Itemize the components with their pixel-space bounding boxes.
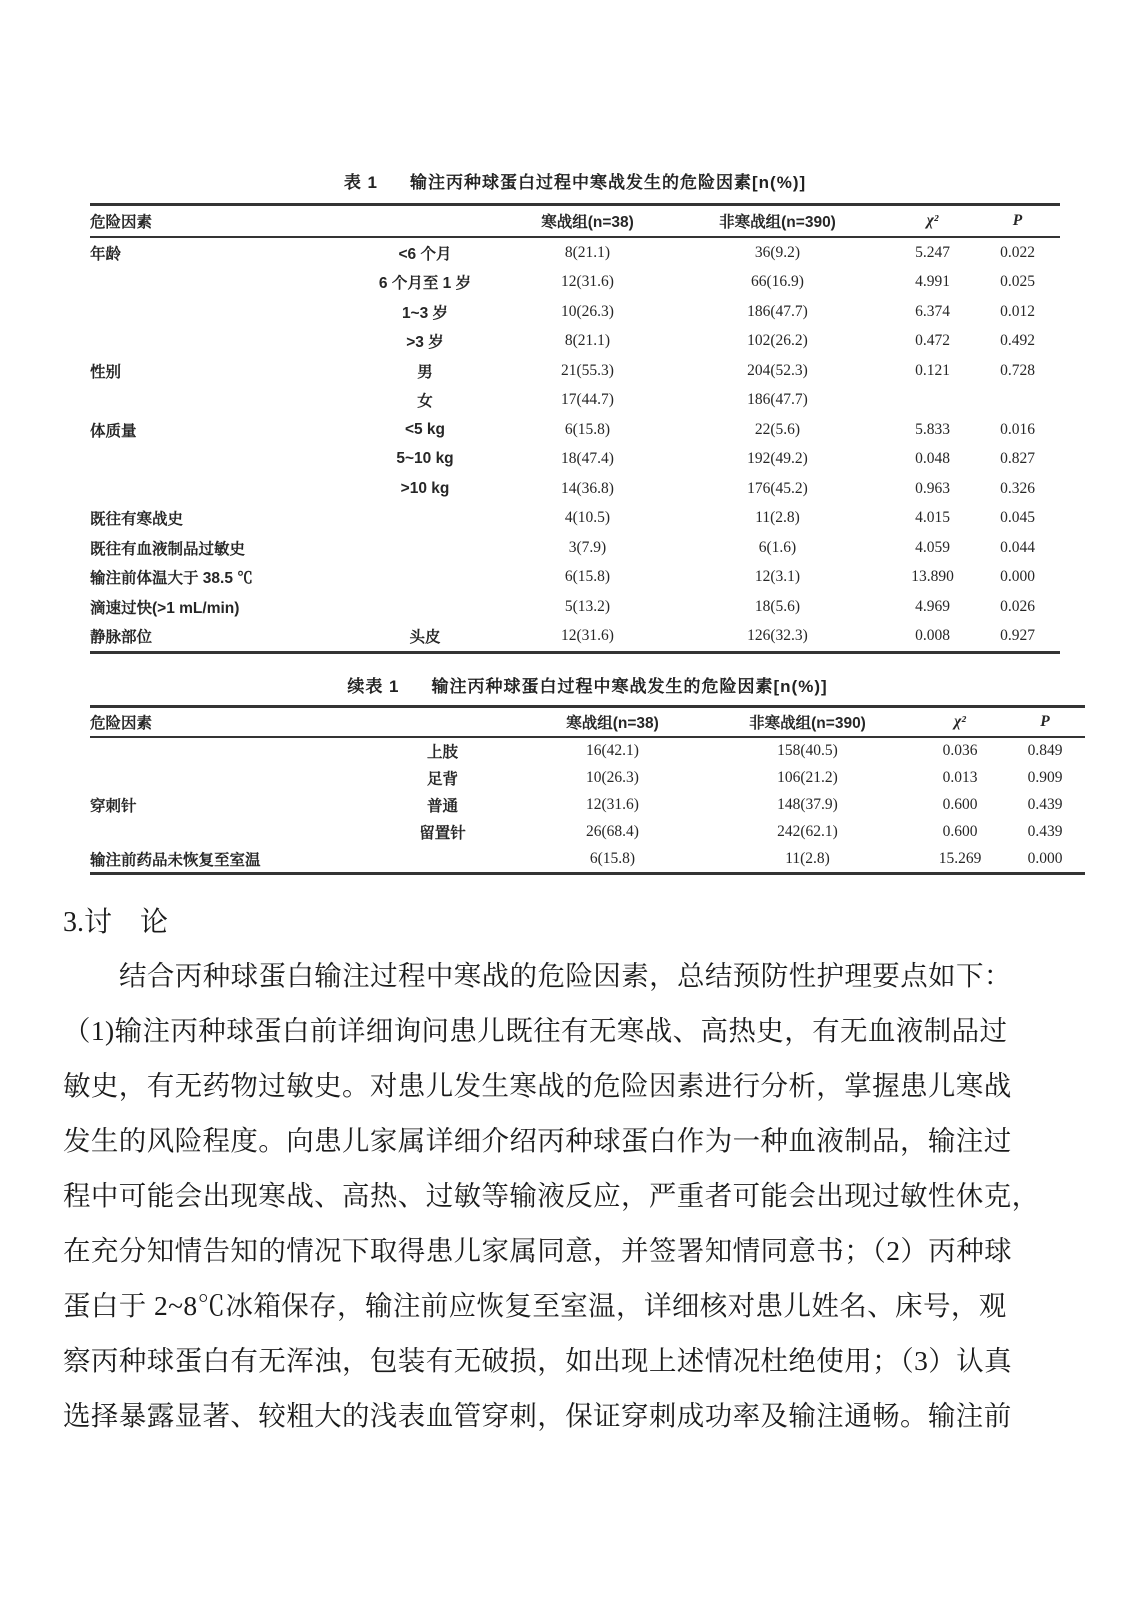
- paragraph-line: 察丙种球蛋白有无浑浊，包装有无破损，如出现上述情况杜绝使用；（3）认真: [63, 1345, 1012, 1376]
- cell-chill-group-value: 8(21.1): [564, 332, 611, 350]
- paragraph-line: 发生的风险程度。向患儿家属详细介绍丙种球蛋白作为一种血液制品，输注过: [63, 1125, 1012, 1156]
- cell-subcategory: 头皮: [409, 629, 441, 647]
- cell-p-value: 0.439: [1027, 822, 1063, 840]
- table2-caption: [90, 672, 1085, 697]
- cell-nonchill-group-value: 204(52.3): [747, 361, 808, 379]
- cell-nonchill-group-value: 11(2.8): [785, 849, 830, 867]
- cell-risk-factor: 性别: [90, 363, 122, 381]
- table-row: [90, 737, 1085, 765]
- cell-subcategory: 5~10 kg: [396, 450, 454, 468]
- cell-risk-factor: 穿刺针: [90, 797, 137, 815]
- table2-header-p-value: P: [1040, 713, 1050, 730]
- cell-chill-group-value: 8(21.1): [564, 243, 611, 261]
- cell-subcategory: <5 kg: [404, 420, 446, 438]
- cell-p-value: 0.025: [1000, 273, 1035, 291]
- cell-nonchill-group-value: 18(5.6): [754, 597, 801, 615]
- table-row: [90, 237, 1060, 268]
- cell-chill-group-value: 26(68.4): [586, 822, 639, 840]
- cell-chill-group-value: 6(15.8): [564, 568, 611, 586]
- table1-header-row: [90, 205, 1060, 238]
- cell-risk-factor: [90, 818, 360, 845]
- cell-subcategory: [340, 533, 510, 563]
- cell-p-value: 0.016: [1000, 420, 1035, 438]
- table-row: [90, 845, 1085, 873]
- cell-risk-factor: 输注前药品未恢复至室温: [90, 851, 261, 869]
- cell-subcategory: 普通: [426, 797, 458, 815]
- cell-chill-group-value: 17(44.7): [561, 391, 614, 409]
- table2-body: [90, 737, 1085, 873]
- table2-header-chill-group: 寒战组(n=38): [566, 715, 659, 732]
- cell-chi-square-value: 0.008: [915, 627, 950, 645]
- cell-chi-square-value: 0.036: [942, 742, 978, 760]
- cell-chill-group-value: 14(36.8): [561, 479, 614, 497]
- table-row: [90, 622, 1060, 653]
- cell-p-value: 0.044: [1000, 538, 1035, 556]
- cell-p-value: 0.909: [1027, 769, 1063, 787]
- cell-chi-square-value: 4.969: [915, 597, 950, 615]
- cell-p-value: 0.849: [1027, 742, 1063, 760]
- table1-risk-factors: [90, 203, 1060, 654]
- table2-header-sub: [360, 707, 525, 738]
- cell-risk-factor: [90, 297, 340, 327]
- cell-p-value: 0.492: [1000, 332, 1035, 350]
- table2-caption-label: 续表 1: [347, 677, 400, 696]
- cell-chi-square-value: 0.963: [915, 479, 950, 497]
- table-row: [90, 386, 1060, 416]
- cell-chi-square-value: 13.890: [911, 568, 954, 586]
- cell-chi-square-value: 4.015: [915, 509, 950, 527]
- cell-risk-factor: [90, 737, 360, 765]
- cell-risk-factor: 输注前体温大于 38.5 ℃: [90, 570, 253, 588]
- cell-p-value: 0.439: [1027, 795, 1063, 813]
- cell-subcategory: <6 个月: [398, 245, 452, 263]
- table2-caption-title: 输注丙种球蛋白过程中寒战发生的危险因素[n(%)]: [431, 677, 828, 696]
- cell-chi-square-value: 0.013: [942, 769, 978, 787]
- table2-risk-factors-continued: [90, 705, 1085, 875]
- cell-risk-factor: 滴速过快(>1 mL/min): [90, 599, 240, 617]
- cell-p-value: 0.728: [1000, 361, 1035, 379]
- cell-p-value: 0.326: [1000, 479, 1035, 497]
- cell-nonchill-group-value: 6(1.6): [758, 538, 797, 556]
- cell-p-value: 0.026: [1000, 597, 1035, 615]
- table-row: [90, 415, 1060, 445]
- cell-subcategory: 留置针: [419, 824, 466, 842]
- cell-subcategory: 女: [417, 393, 433, 411]
- table2-header-row: [90, 707, 1085, 738]
- table-row: [90, 297, 1060, 327]
- cell-nonchill-group-value: 148(37.9): [777, 795, 838, 813]
- cell-chill-group-value: 12(31.6): [561, 627, 614, 645]
- cell-p-value: [975, 386, 1060, 416]
- cell-nonchill-group-value: 186(47.7): [747, 391, 808, 409]
- cell-risk-factor: [90, 765, 360, 792]
- cell-chill-group-value: 4(10.5): [564, 509, 611, 527]
- cell-p-value: 0.022: [1000, 243, 1035, 261]
- cell-nonchill-group-value: 12(3.1): [754, 568, 801, 586]
- paragraph-line: 在充分知情告知的情况下取得患儿家属同意，并签署知情同意书；（2）丙种球: [63, 1235, 1012, 1266]
- cell-chi-square-value: 0.121: [915, 361, 950, 379]
- table-row: [90, 268, 1060, 298]
- paragraph-line: 蛋白于 2~8℃冰箱保存，输注前应恢复至室温，详细核对患儿姓名、床号，观: [63, 1290, 1007, 1321]
- cell-subcategory: [360, 845, 525, 873]
- table1-caption: [90, 168, 1060, 193]
- cell-chi-square-value: 4.991: [915, 273, 950, 291]
- cell-nonchill-group-value: 242(62.1): [777, 822, 838, 840]
- cell-chi-square-value: 0.048: [915, 450, 950, 468]
- cell-chill-group-value: 21(55.3): [561, 361, 614, 379]
- table1-caption-label: 表 1: [343, 173, 379, 192]
- discussion-section-heading: 3.讨 论: [63, 907, 169, 938]
- table1-header-factor: 危险因素: [90, 214, 153, 231]
- table1-header-nonchill-group: 非寒战组(n=390): [719, 214, 836, 231]
- cell-risk-factor: [90, 474, 340, 504]
- cell-subcategory: [340, 504, 510, 534]
- table2-header-nonchill-group: 非寒战组(n=390): [749, 715, 866, 732]
- cell-p-value: 0.927: [1000, 627, 1035, 645]
- cell-chi-square-value: 0.472: [915, 332, 950, 350]
- table-row: [90, 327, 1060, 357]
- table-row: [90, 504, 1060, 534]
- table2-header-chi-square: χ²: [954, 713, 966, 730]
- table-row: [90, 818, 1085, 845]
- cell-chi-square-value: 0.600: [942, 795, 978, 813]
- cell-nonchill-group-value: 158(40.5): [777, 742, 838, 760]
- cell-risk-factor: [90, 268, 340, 298]
- paragraph-line: 程中可能会出现寒战、高热、过敏等输液反应，严重者可能会出现过敏性休克，: [63, 1180, 1040, 1211]
- cell-p-value: 0.000: [1027, 849, 1063, 867]
- cell-risk-factor: 既往有血液制品过敏史: [90, 540, 246, 558]
- table1-caption-title: 输注丙种球蛋白过程中寒战发生的危险因素[n(%)]: [410, 173, 807, 192]
- cell-risk-factor: 既往有寒战史: [90, 511, 184, 529]
- table-row: [90, 356, 1060, 386]
- cell-nonchill-group-value: 106(21.2): [777, 769, 838, 787]
- cell-chi-square-value: 5.247: [915, 243, 950, 261]
- table1-header-chi-square: χ²: [926, 212, 939, 229]
- discussion-paragraph: [63, 948, 1063, 1443]
- table1-header-chill-group: 寒战组(n=38): [541, 214, 634, 231]
- table1-body: [90, 237, 1060, 653]
- cell-chill-group-value: 5(13.2): [564, 597, 611, 615]
- paragraph-line: 结合丙种球蛋白输注过程中寒战的危险因素，总结预防性护理要点如下：: [119, 960, 1012, 991]
- cell-nonchill-group-value: 176(45.2): [747, 479, 808, 497]
- cell-risk-factor: [90, 327, 340, 357]
- cell-chill-group-value: 10(26.3): [561, 302, 614, 320]
- cell-chill-group-value: 18(47.4): [561, 450, 614, 468]
- cell-p-value: 0.045: [1000, 509, 1035, 527]
- table-row: [90, 792, 1085, 819]
- cell-chill-group-value: 12(31.6): [586, 795, 639, 813]
- cell-chill-group-value: 3(7.9): [568, 538, 607, 556]
- table-row: [90, 445, 1060, 475]
- table-row: [90, 592, 1060, 622]
- cell-nonchill-group-value: 192(49.2): [747, 450, 808, 468]
- cell-nonchill-group-value: 11(2.8): [755, 509, 800, 527]
- cell-chi-square-value: 4.059: [915, 538, 950, 556]
- cell-p-value: 0.000: [1000, 568, 1035, 586]
- cell-chill-group-value: 6(15.8): [589, 849, 636, 867]
- cell-subcategory: [340, 563, 510, 593]
- cell-nonchill-group-value: 186(47.7): [747, 302, 808, 320]
- cell-risk-factor: 年龄: [90, 245, 122, 263]
- cell-risk-factor: [90, 445, 340, 475]
- cell-risk-factor: 静脉部位: [90, 629, 153, 647]
- table2-header-factor: 危险因素: [90, 715, 153, 732]
- cell-chill-group-value: 16(42.1): [586, 742, 639, 760]
- cell-chi-square-value: 15.269: [938, 849, 982, 867]
- table1-header-p-value: P: [1012, 212, 1023, 229]
- cell-p-value: 0.012: [1000, 302, 1035, 320]
- cell-nonchill-group-value: 22(5.6): [754, 420, 801, 438]
- paragraph-line: （1)输注丙种球蛋白前详细询问患儿既往有无寒战、高热史，有无血液制品过: [63, 1015, 1008, 1046]
- table-row: [90, 474, 1060, 504]
- cell-chi-square-value: 0.600: [942, 822, 978, 840]
- cell-subcategory: 1~3 岁: [401, 304, 449, 322]
- cell-nonchill-group-value: 126(32.3): [747, 627, 808, 645]
- cell-nonchill-group-value: 36(9.2): [754, 243, 801, 261]
- cell-chi-square-value: [890, 386, 975, 416]
- cell-chi-square-value: 5.833: [915, 420, 950, 438]
- cell-subcategory: 男: [417, 363, 433, 381]
- cell-subcategory: 足背: [426, 771, 458, 789]
- cell-subcategory: [340, 592, 510, 622]
- table-row: [90, 533, 1060, 563]
- cell-subcategory: 6 个月至 1 岁: [378, 275, 472, 293]
- cell-nonchill-group-value: 102(26.2): [747, 332, 808, 350]
- table1-header-sub: [340, 205, 510, 238]
- cell-risk-factor: 体质量: [90, 422, 137, 440]
- cell-risk-factor: [90, 386, 340, 416]
- paragraph-line: 敏史，有无药物过敏史。对患儿发生寒战的危险因素进行分析，掌握患儿寒战: [63, 1070, 1012, 1101]
- paragraph-line: 选择暴露显著、较粗大的浅表血管穿刺，保证穿刺成功率及输注通畅。输注前: [63, 1400, 1012, 1431]
- cell-chill-group-value: 10(26.3): [586, 769, 639, 787]
- table-row: [90, 765, 1085, 792]
- cell-subcategory: >3 岁: [406, 334, 444, 352]
- table-row: [90, 563, 1060, 593]
- cell-chill-group-value: 6(15.8): [564, 420, 611, 438]
- cell-chi-square-value: 6.374: [915, 302, 950, 320]
- cell-chill-group-value: 12(31.6): [561, 273, 614, 291]
- cell-subcategory: 上肢: [426, 744, 458, 762]
- cell-nonchill-group-value: 66(16.9): [751, 273, 804, 291]
- cell-p-value: 0.827: [1000, 450, 1035, 468]
- cell-subcategory: >10 kg: [400, 479, 450, 497]
